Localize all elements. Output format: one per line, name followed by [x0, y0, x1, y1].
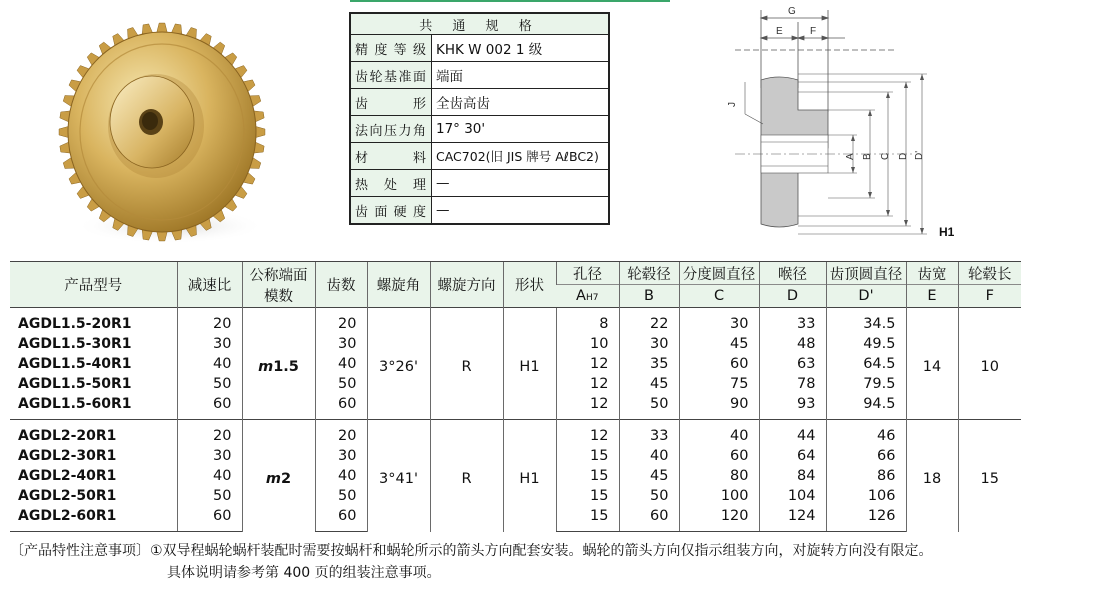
spec-key: 热 处 理	[350, 170, 432, 197]
header-pitch-sub: C	[679, 285, 759, 308]
module-prefix: m	[258, 358, 274, 375]
tip-diameter-cell: 49.5	[826, 334, 906, 354]
throat-diameter-cell: 64	[759, 446, 826, 466]
header-tip-sub: D'	[826, 285, 906, 308]
tip-diameter-cell: 64.5	[826, 354, 906, 374]
pitch-diameter-cell: 30	[679, 308, 759, 335]
hub-length-cell: 10	[958, 308, 1021, 420]
note-line-1: ①双导程蜗轮蜗杆装配时需要按蜗杆和蜗轮所示的箭头方向配套安装。蜗轮的箭头方向仅指示组装方向，对旋转方向没有限定。	[150, 543, 933, 559]
face-width-cell: 14	[906, 308, 958, 420]
teeth-cell: 20	[315, 308, 367, 335]
spec-value: 全齿高齿	[432, 89, 610, 116]
gear-section-drawing	[715, 2, 975, 248]
helix-angle-cell: 3°26'	[367, 308, 430, 420]
pitch-diameter-cell: 90	[679, 394, 759, 420]
spec-key: 精度等级	[350, 35, 432, 62]
gear-photo	[52, 14, 272, 246]
header-throat: 喉径	[759, 262, 826, 285]
pitch-diameter-cell: 40	[679, 420, 759, 447]
tip-diameter-cell: 106	[826, 486, 906, 506]
bore-cell: 15	[556, 446, 619, 466]
spec-key: 齿轮基准面	[350, 62, 432, 89]
header-bore-sub-small: H7	[585, 293, 599, 303]
header-ratio: 减速比	[177, 262, 242, 308]
throat-diameter-cell: 63	[759, 354, 826, 374]
hub-diameter-cell: 35	[619, 354, 679, 374]
part-number-cell: AGDL2-60R1	[10, 506, 177, 532]
label-A: A	[845, 153, 856, 160]
tip-diameter-cell: 126	[826, 506, 906, 532]
ratio-cell: 20	[177, 420, 242, 447]
gear-tooth	[256, 127, 265, 138]
helix-angle-cell: 3°41'	[367, 420, 430, 532]
pitch-diameter-cell: 60	[679, 446, 759, 466]
label-J: J	[727, 102, 738, 107]
spec-key: 齿 形	[350, 89, 432, 116]
ratio-cell: 30	[177, 446, 242, 466]
header-bore-sub-main: A	[576, 288, 586, 304]
note-tag: 〔产品特性注意事项〕	[10, 543, 150, 559]
header-module-line2: 模数	[264, 288, 293, 305]
spec-title: 共 通 规 格	[350, 13, 609, 35]
ratio-cell: 30	[177, 334, 242, 354]
teeth-cell: 40	[315, 466, 367, 486]
throat-diameter-cell: 84	[759, 466, 826, 486]
bore-cell: 12	[556, 354, 619, 374]
pitch-diameter-cell: 45	[679, 334, 759, 354]
header-teeth: 齿数	[315, 262, 367, 308]
shape-cell: H1	[503, 420, 556, 532]
label-D: D	[898, 152, 909, 160]
table-row	[10, 420, 1021, 447]
product-notes	[10, 540, 933, 584]
tip-diameter-cell: 66	[826, 446, 906, 466]
bore-cell: 15	[556, 506, 619, 532]
label-C: C	[880, 152, 891, 160]
header-hublen: 轮毂长	[958, 262, 1021, 285]
ratio-cell: 50	[177, 486, 242, 506]
spec-key: 法向压力角	[350, 116, 432, 143]
part-number-cell: AGDL2-30R1	[18, 448, 117, 464]
ratio-cell: 20	[177, 308, 242, 335]
top-accent-line	[350, 0, 670, 2]
bore-cell: 8	[556, 308, 619, 335]
spec-value: 端面	[432, 62, 610, 89]
spec-value: KHK W 002 1 级	[432, 35, 610, 62]
tip-diameter-cell: 46	[826, 420, 906, 447]
header-hublen-sub: F	[958, 285, 1021, 308]
spec-value: —	[432, 170, 610, 197]
pitch-diameter-cell: 80	[679, 466, 759, 486]
part-number-cell: AGDL2-20R1	[10, 420, 177, 447]
header-bore: 孔径	[556, 262, 619, 285]
ratio-cell: 40	[177, 354, 242, 374]
teeth-cell: 20	[315, 420, 367, 447]
ratio-cell: 40	[177, 466, 242, 486]
throat-diameter-cell: 104	[759, 486, 826, 506]
throat-diameter-cell: 78	[759, 374, 826, 394]
bore-cell: 12	[556, 394, 619, 420]
hub-diameter-cell: 45	[619, 466, 679, 486]
header-shape: 形状	[503, 262, 556, 308]
teeth-cell: 30	[315, 334, 367, 354]
header-direction: 螺旋方向	[430, 262, 503, 308]
helix-direction-cell: R	[430, 420, 503, 532]
bore-cell: 15	[556, 466, 619, 486]
header-part: 产品型号	[10, 262, 177, 308]
spec-value: —	[432, 197, 610, 225]
part-number-cell: AGDL1.5-40R1	[18, 356, 132, 372]
header-pitch: 分度圆直径	[679, 262, 759, 285]
hub-diameter-cell: 30	[619, 334, 679, 354]
module-value: 1.5	[273, 358, 299, 375]
header-throat-sub: D	[759, 285, 826, 308]
header-module-line1: 公称端面	[249, 267, 308, 284]
hub-diameter-cell: 40	[619, 446, 679, 466]
throat-diameter-cell: 48	[759, 334, 826, 354]
part-number-cell: AGDL2-50R1	[18, 488, 117, 504]
hub-diameter-cell: 50	[619, 486, 679, 506]
spec-key: 齿面硬度	[350, 197, 432, 225]
table-row	[10, 308, 1021, 335]
header-width-sub: E	[906, 285, 958, 308]
teeth-cell: 30	[315, 446, 367, 466]
helix-direction-cell: R	[430, 308, 503, 420]
header-helix: 螺旋角	[367, 262, 430, 308]
hub-diameter-cell: 33	[619, 420, 679, 447]
tip-diameter-cell: 34.5	[826, 308, 906, 335]
bore-cell: 12	[556, 420, 619, 447]
module-cell	[242, 420, 315, 532]
header-tip: 齿顶圆直径	[826, 262, 906, 285]
shape-label-H1: H1	[939, 225, 955, 239]
header-bore-sub	[556, 285, 619, 308]
ratio-cell: 60	[177, 394, 242, 420]
ratio-cell: 60	[177, 506, 242, 532]
header-width: 齿宽	[906, 262, 958, 285]
face-width-cell: 18	[906, 420, 958, 532]
throat-diameter-cell: 93	[759, 394, 826, 420]
header-module	[242, 262, 315, 308]
label-G: G	[788, 6, 796, 17]
teeth-cell: 50	[315, 486, 367, 506]
hub-diameter-cell: 22	[619, 308, 679, 335]
product-table	[10, 261, 1021, 532]
tip-diameter-cell: 79.5	[826, 374, 906, 394]
label-Dp: D'	[914, 150, 925, 160]
bore-cell: 12	[556, 374, 619, 394]
throat-diameter-cell: 124	[759, 506, 826, 532]
label-F: F	[810, 26, 817, 37]
hub-diameter-cell: 50	[619, 394, 679, 420]
throat-diameter-cell: 44	[759, 420, 826, 447]
tip-diameter-cell: 86	[826, 466, 906, 486]
label-E: E	[776, 26, 783, 37]
part-number-cell: AGDL2-40R1	[18, 468, 117, 484]
spec-value: 17° 30'	[432, 116, 610, 143]
gear-tooth	[59, 127, 68, 138]
part-number-cell: AGDL1.5-50R1	[18, 376, 132, 392]
pitch-diameter-cell: 60	[679, 354, 759, 374]
pitch-diameter-cell: 75	[679, 374, 759, 394]
module-value: 2	[281, 470, 292, 487]
module-prefix: m	[265, 470, 281, 487]
teeth-cell: 40	[315, 354, 367, 374]
note-line-2: 具体说明请参考第 400 页的组装注意事项。	[167, 565, 441, 581]
part-number-cell: AGDL1.5-60R1	[18, 396, 132, 412]
pitch-diameter-cell: 100	[679, 486, 759, 506]
label-B: B	[862, 153, 873, 160]
shape-cell: H1	[503, 308, 556, 420]
spec-key: 材 料	[350, 143, 432, 170]
teeth-cell: 60	[315, 506, 367, 532]
bore-cell: 10	[556, 334, 619, 354]
hub-diameter-cell: 45	[619, 374, 679, 394]
spec-value: CAC702(旧 JIS 牌号 AℓBC2)	[432, 143, 610, 170]
bore-cell: 15	[556, 486, 619, 506]
header-hub-sub: B	[619, 285, 679, 308]
part-number-cell: AGDL1.5-30R1	[18, 336, 132, 352]
teeth-cell: 50	[315, 374, 367, 394]
tip-diameter-cell: 94.5	[826, 394, 906, 420]
common-spec-table	[349, 12, 610, 225]
teeth-cell: 60	[315, 394, 367, 420]
header-hub: 轮毂径	[619, 262, 679, 285]
hub-length-cell: 15	[958, 420, 1021, 532]
hub-diameter-cell: 60	[619, 506, 679, 532]
gear-tooth	[157, 23, 167, 32]
pitch-diameter-cell: 120	[679, 506, 759, 532]
part-number-cell: AGDL1.5-20R1	[10, 308, 177, 335]
module-cell	[242, 308, 315, 420]
throat-diameter-cell: 33	[759, 308, 826, 335]
ratio-cell: 50	[177, 374, 242, 394]
